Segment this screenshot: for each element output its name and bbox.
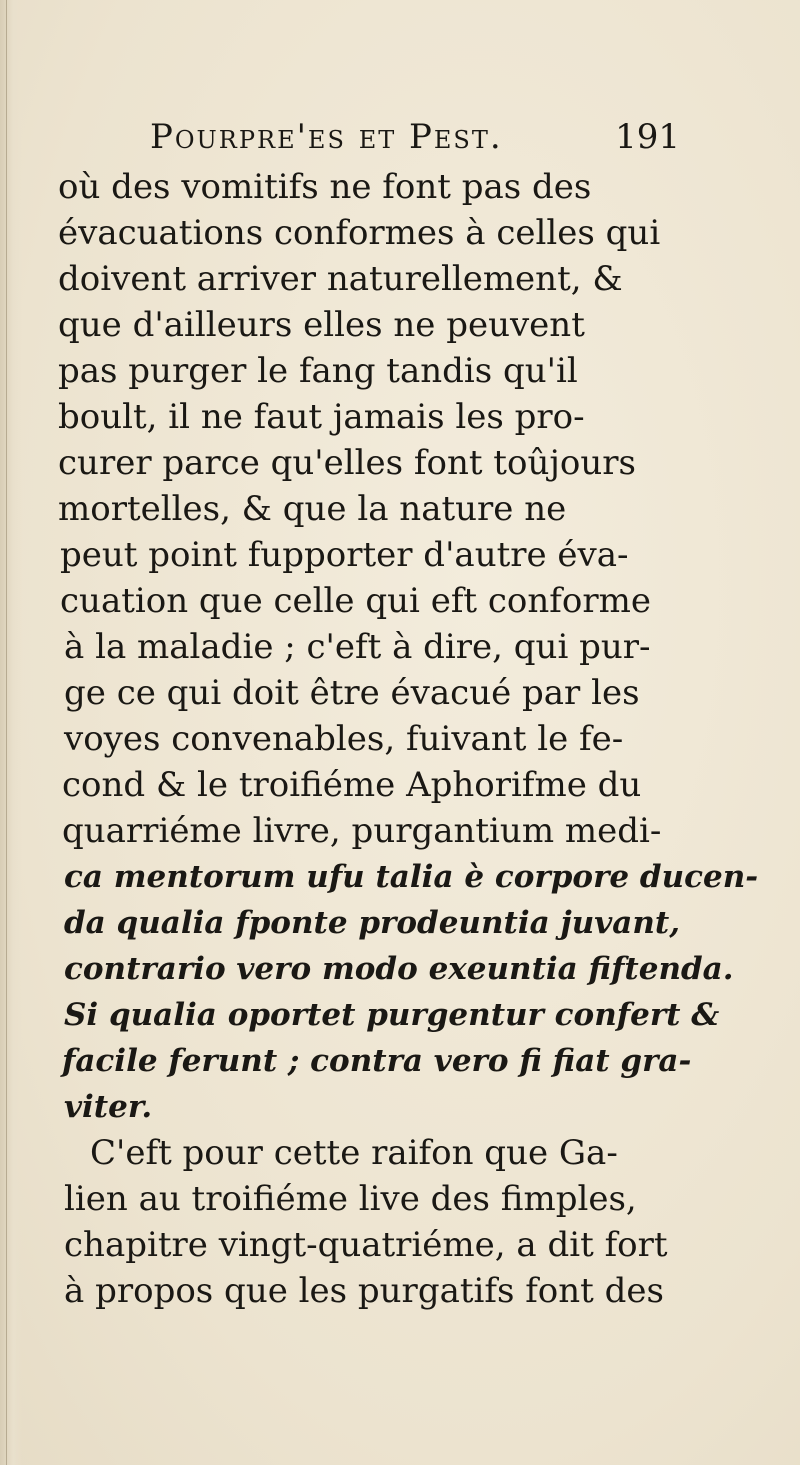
latin-quote-line: ca mentorum ufu talia è corpore ducen- bbox=[64, 859, 759, 895]
text-line: voyes convenables, fuivant le fe- bbox=[64, 719, 624, 759]
text-line: que d'ailleurs elles ne peuvent bbox=[58, 305, 585, 345]
text-line: curer parce qu'elles font toûjours bbox=[58, 443, 636, 483]
page-number: 191 bbox=[615, 117, 680, 157]
text-line: mortelles, & que la nature ne bbox=[58, 489, 567, 529]
page-gutter bbox=[0, 0, 22, 1465]
latin-quote-line: da qualia fponte prodeuntia juvant, bbox=[64, 905, 680, 941]
text-line: quarriéme livre, purgantium medi- bbox=[62, 811, 662, 851]
latin-quote-line: Si qualia oportet purgentur confert & bbox=[64, 997, 720, 1033]
text-line: à la maladie ; c'eft à dire, qui pur- bbox=[64, 627, 651, 667]
text-line: C'eft pour cette raifon que Ga- bbox=[90, 1133, 618, 1173]
text-line: lien au troifiéme live des fimples, bbox=[64, 1179, 637, 1219]
text-line: où des vomitifs ne font pas des bbox=[58, 167, 592, 207]
latin-quote-line: viter. bbox=[64, 1089, 153, 1125]
text-line: cond & le troifiéme Aphorifme du bbox=[62, 765, 642, 805]
text-line: ge ce qui doit être évacué par les bbox=[64, 673, 640, 713]
page-header bbox=[150, 115, 680, 159]
text-line: chapitre vingt-quatriéme, a dit fort bbox=[64, 1225, 668, 1265]
text-line: pas purger le fang tandis qu'il bbox=[58, 351, 578, 391]
body-text bbox=[30, 164, 759, 1314]
gutter-edge-line bbox=[6, 0, 7, 1465]
text-line: peut point fupporter d'autre éva- bbox=[60, 535, 629, 575]
text-line: évacuations conformes à celles qui bbox=[58, 213, 661, 253]
latin-quote-line: facile ferunt ; contra vero fi fiat gra- bbox=[62, 1043, 692, 1079]
running-head: Pourpre'es et Pest. bbox=[150, 117, 503, 157]
latin-quote-line: contrario vero modo exeuntia fiftenda. bbox=[64, 951, 734, 987]
text-line: boult, il ne faut jamais les pro- bbox=[58, 397, 585, 437]
text-line: à propos que les purgatifs font des bbox=[64, 1271, 664, 1311]
text-line: doivent arriver naturellement, & bbox=[58, 259, 623, 299]
text-line: cuation que celle qui eft conforme bbox=[60, 581, 651, 621]
